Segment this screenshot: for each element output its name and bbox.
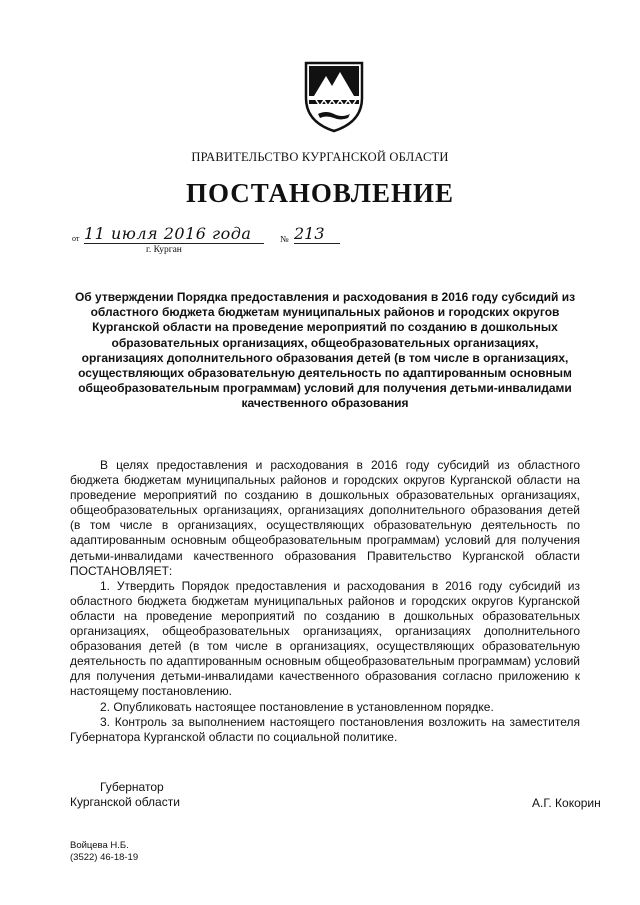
item-1-paragraph: 1. Утвердить Порядок предоставления и расходования в 2016 году субсидий из областного бюджета бюджетам муниципальных районов и городских округов Курганской области на проведение мероприятий по созданию в дошкольных образовательных организациях, общеобразовательных организациях, организациях дополнительного образования детей (в том числе в организациях, осуществляющих образовательную деятельность по адаптированным основным общеобразовательным программам) условий для получения детьми-инвалидами качественного образования согласно приложению к настоящему постановлению. xyxy=(70,578,580,699)
executor-phone: (3522) 46-18-19 xyxy=(70,852,139,863)
coat-of-arms-emblem xyxy=(302,60,366,134)
executor-info xyxy=(70,840,138,864)
number-prefix: № xyxy=(280,234,289,244)
preamble-paragraph: В целях предоставления и расходования в 2016 году субсидий из областного бюджета бюджетам муниципальных районов и городских округов Курганской области на проведение мероприятий по созданию в дошкольных образовательных организациях, общеобразовательных организациях, организациях дополнительного образования детей (в том числе в организациях, осуществляющих образовательную деятельность по адаптированным основным общеобразовательным программам) условий для получения детьми-инвалидами качественного образования Правительство Курганской области ПОСТАНОВЛЯЕТ: xyxy=(70,458,580,578)
signatory-name: А.Г. Кокорин xyxy=(532,796,601,810)
government-name: ПРАВИТЕЛЬСТВО КУРГАНСКОЙ ОБЛАСТИ xyxy=(191,150,449,164)
document-heading: Об утверждении Порядка предоставления и расходования в 2016 году субсидий из областного бюджета бюджетам муниципальных районов и городских округов Курганской области на проведение мероприятий по созданию в дошкольных образовательных организациях, общеобразовательных организациях, организациях дополнительного образования детей (в том числе в организациях, осуществляющих образовательную деятельность по адаптированным основным общеобразовательным программам) условий для получения детьми-инвалидами качественного образования xyxy=(74,290,576,411)
executor-name: Войцева Н.Б. xyxy=(70,840,129,851)
document-dateline xyxy=(72,222,372,258)
document-body xyxy=(70,458,580,745)
document-type-title: ПОСТАНОВЛЕНИЕ xyxy=(185,178,455,208)
item-3-paragraph: 3. Контроль за выполнением настоящего постановления возложить на заместителя Губернатора Курганской области по социальной политике. xyxy=(70,714,580,744)
date-prefix: от xyxy=(72,234,80,243)
document-date: 11 июля 2016 года xyxy=(84,224,264,244)
signatory-title-line-1: Губернатор xyxy=(100,780,164,794)
item-2-paragraph: 2. Опубликовать настоящее постановление в установленном порядке. xyxy=(100,699,494,714)
signatory-title xyxy=(70,780,180,810)
document-city: г. Курган xyxy=(146,245,182,255)
signatory-title-line-2: Курганской области xyxy=(70,795,180,809)
document-number: 213 xyxy=(294,224,340,244)
